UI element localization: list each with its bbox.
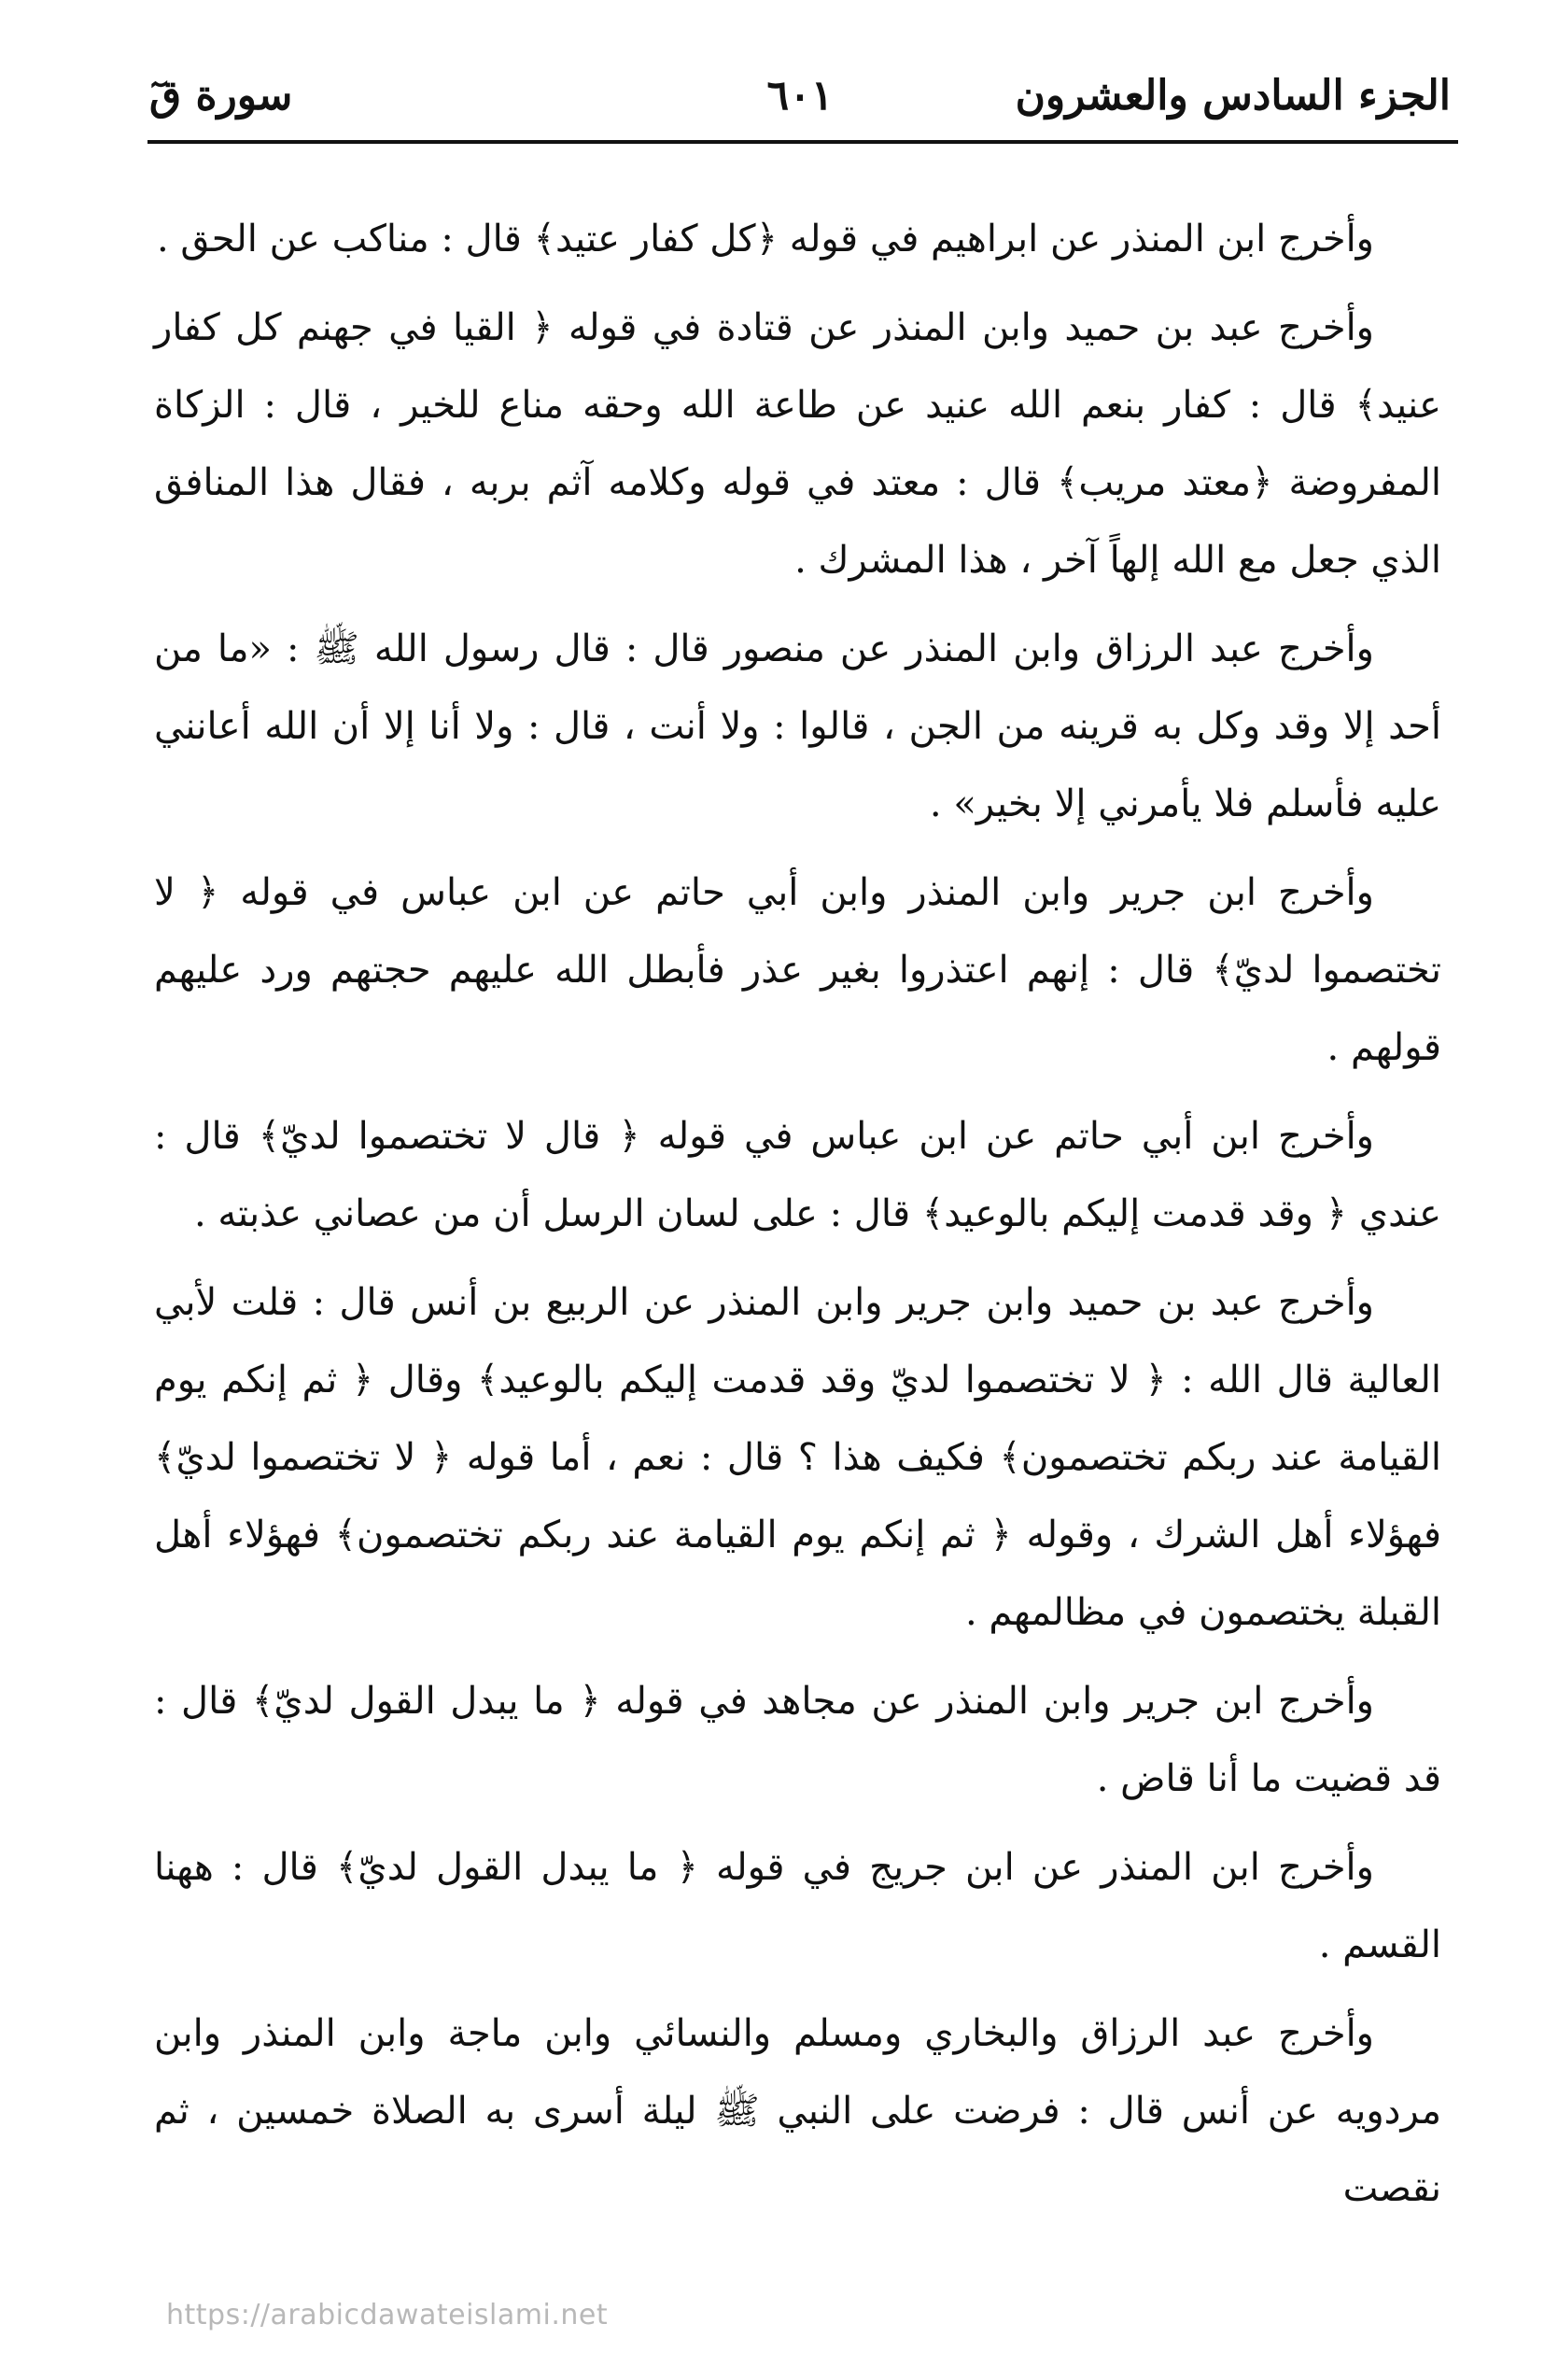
surah-title: سورة قٓ [149,71,293,120]
paragraph: وأخرج عبد الرزاق والبخاري ومسلم والنسائي وابن ماجة وابن المنذر وابن مردويه عن أنس قال : فرضت على النبي ﷺ ليلة أسرى به الصلاة خمسين ، ثم نقصت [154,2012,1441,2210]
paragraph: وأخرج ابن المنذر عن ابن جريج في قوله ﴿ ما يبدل القول لديّ﴾ قال : ههنا القسم . [154,1846,1441,1966]
paragraph: وأخرج عبد بن حميد وابن جرير وابن المنذر عن الربيع بن أنس قال : قلت لأبي العالية قال الله : ﴿ لا تختصموا لديّ وقد قدمت إليكم بالوعيد﴾ وقال ﴿ ثم إنكم يوم القيامة عند ربكم تختصمون﴾ فكيف هذا ؟ قال : نعم ، أما قوله ﴿ لا تختصموا لديّ﴾ فهؤلاء أهل الشرك ، وقوله ﴿ ثم إنكم يوم القيامة عند ربكم تختصمون﴾ فهؤلاء أهل القبلة يختصمون في مظالمهم . [154,1281,1441,1634]
page-number: ٦٠١ [766,71,834,120]
part-title: الجزء السادس والعشرون [1015,71,1451,120]
page-body [154,201,1441,2239]
header-rule [147,140,1458,144]
paragraph: وأخرج ابن جرير وابن المنذر وابن أبي حاتم عن ابن عباس في قوله ﴿ لا تختصموا لديّ﴾ قال : إنهم اعتذروا بغير عذر فأبطل الله عليهم حجتهم ورد عليهم قولهم . [154,871,1441,1069]
paragraph: وأخرج عبد بن حميد وابن المنذر عن قتادة في قوله ﴿ القيا في جهنم كل كفار عنيد﴾ قال : كفار بنعم الله عنيد عن طاعة الله وحقه مناع للخير ، قال : الزكاة المفروضة ﴿معتد مريب﴾ قال : معتد في قوله وكلامه آثم بربه ، فقال هذا المنافق الذي جعل مع الله إلهاً آخر ، هذا المشرك . [154,306,1441,582]
paragraph: وأخرج ابن جرير وابن المنذر عن مجاهد في قوله ﴿ ما يبدل القول لديّ﴾ قال : قد قضيت ما أنا قاض . [154,1680,1441,1800]
watermark-url: https://arabicdawateislami.net [166,2299,609,2331]
paragraph: وأخرج ابن المنذر عن ابراهيم في قوله ﴿كل كفار عتيد﴾ قال : مناكب عن الحق . [156,218,1374,261]
running-header [149,58,1451,133]
paragraph: وأخرج ابن أبي حاتم عن ابن عباس في قوله ﴿ قال لا تختصموا لديّ﴾ قال : عندي ﴿ وقد قدمت إليكم بالوعيد﴾ قال : على لسان الرسل أن من عصاني عذبته . [154,1115,1441,1235]
paragraph: وأخرج عبد الرزاق وابن المنذر عن منصور قال : قال رسول الله ﷺ : «ما من أحد إلا وقد وكل به قرينه من الجن ، قالوا : ولا أنت ، قال : ولا أنا إلا أن الله أعانني عليه فأسلم فلا يأمرني إلا بخير» . [154,627,1442,825]
